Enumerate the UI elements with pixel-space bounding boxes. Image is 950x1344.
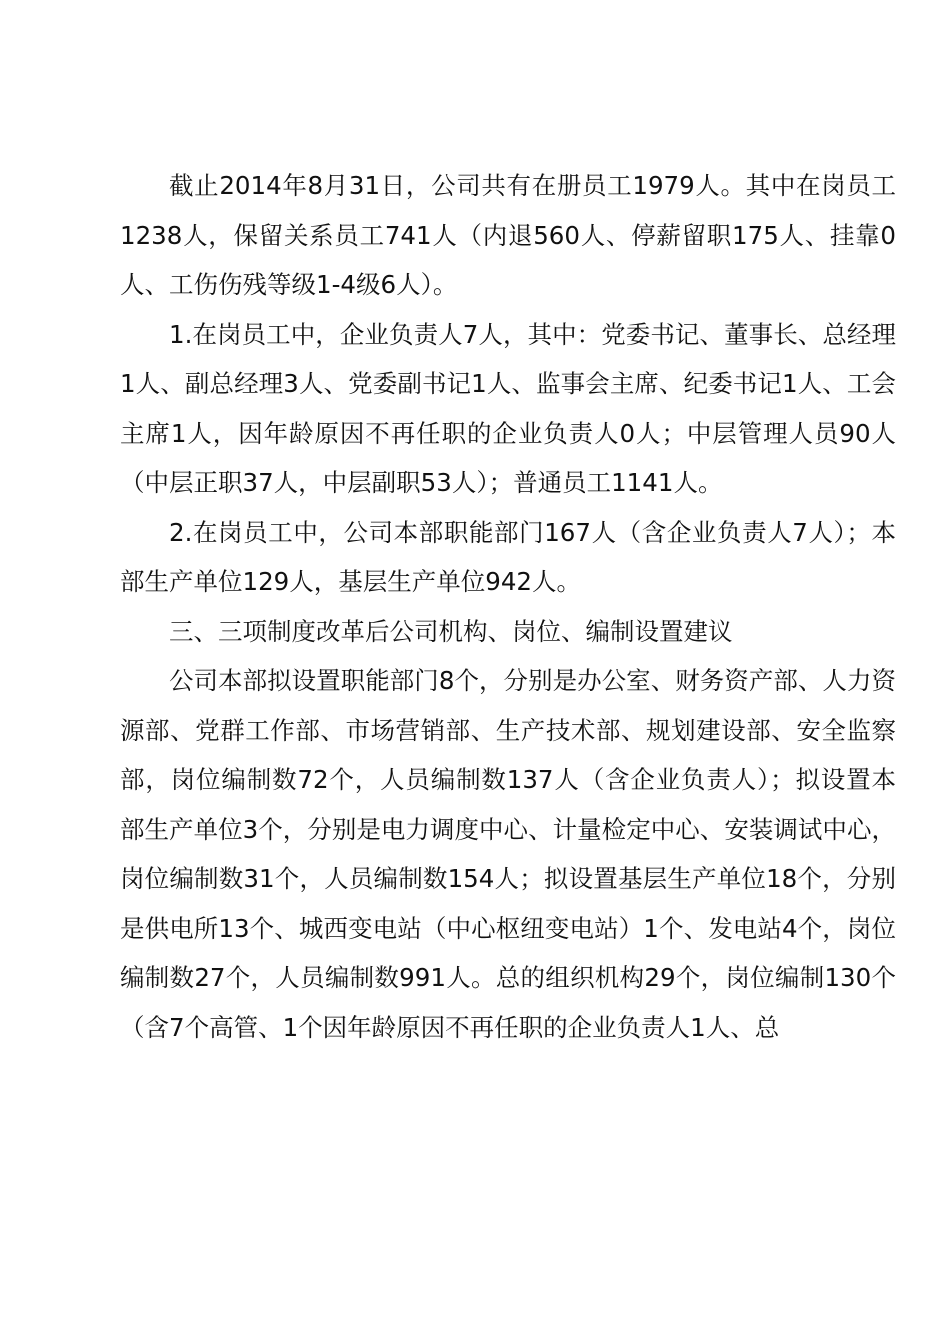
paragraph-on-duty-breakdown: 1.在岗员工中，企业负责人7人，其中：党委书记、董事长、总经理1人、副总经理3人、党委副书记1人、监事会主席、纪委书记1人、工会主席1人，因年龄原因不再任职的企业负责人0人；中层管理人员90人（中层正职37人，中层副职53人）；普通员工1141人。 — [120, 319, 896, 497]
section-heading: 三、三项制度改革后公司机构、岗位、编制设置建议 — [169, 616, 733, 646]
paragraph-department-distribution: 2.在岗员工中，公司本部职能部门167人（含企业负责人7人）；本部生产单位129人，基层生产单位942人。 — [120, 517, 896, 596]
paragraph-organization-proposal: 公司本部拟设置职能部门8个，分别是办公室、财务资产部、人力资源部、党群工作部、市场营销部、生产技术部、规划建设部、安全监察部，岗位编制数72个，人员编制数137人（含企业负责人）；拟设置本部生产单位3个，分别是电力调度中心、计量检定中心、安装调试中心，岗位编制数31个，人员编制数154人；拟设置基层生产单位18个，分别是供电所13个、城西变电站（中心枢纽变电站）1个、发电站4个，岗位编制数27个，人员编制数991人。总的组织机构29个，岗位编制130个（含7个高管、1个因年龄原因不再任职的企业负责人1人、总 — [120, 666, 896, 1042]
document-body — [120, 161, 896, 1052]
paragraph-staff-summary: 截止2014年8月31日，公司共有在册员工1979人。其中在岗员工1238人，保留关系员工741人（内退560人、停薪留职175人、挂靠0人、工伤伤残等级1-4级6人）。 — [120, 171, 896, 299]
